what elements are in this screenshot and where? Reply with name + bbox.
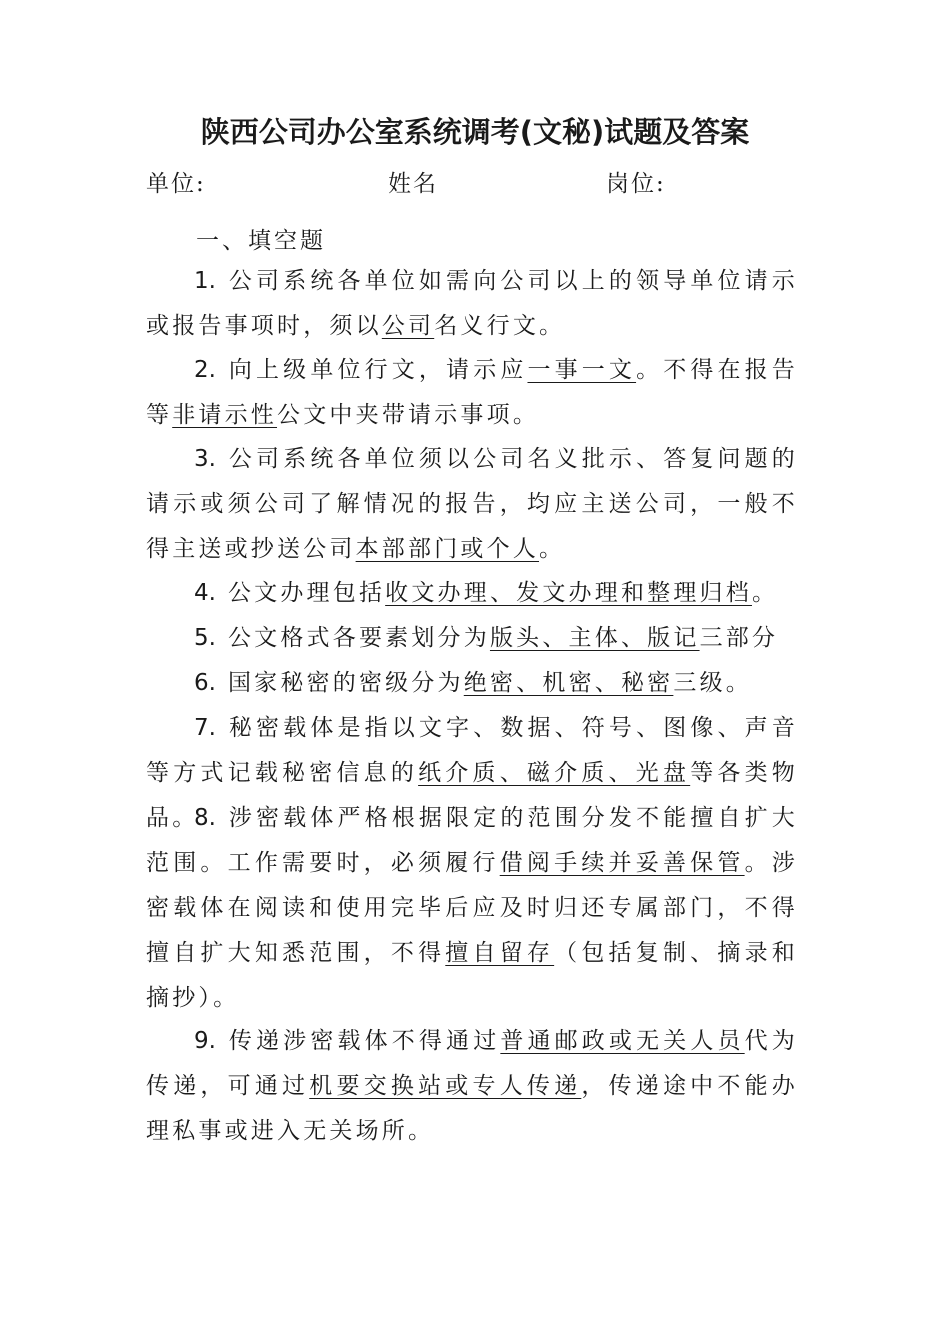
answer-blank: 擅自留存 xyxy=(445,940,555,966)
question-text: 名义行文。 xyxy=(434,313,566,339)
question-4 xyxy=(146,571,798,616)
answer-blank: 版头、主体、版记 xyxy=(489,625,700,651)
question-text: ，传递途中不能办理私事或进入无关场所。 xyxy=(146,1073,799,1144)
question-text: 三级。 xyxy=(673,670,752,696)
question-number: 8. xyxy=(194,805,216,831)
question-text: 国家秘密的密级分为 xyxy=(227,670,464,696)
document-title: 陕西公司办公室系统调考(文秘)试题及答案 xyxy=(200,115,750,149)
question-text: 。不得在报告等 xyxy=(146,357,798,428)
answer-blank: 普通邮政或无关人员 xyxy=(500,1028,745,1054)
unit-field-label: 单位: xyxy=(146,171,206,197)
question-text: 涉密载体严格根据限定的范围分发不能擅自扩大范围。工作需要时，必须履行 xyxy=(146,805,798,876)
question-text: 公文中夹带请示事项。 xyxy=(277,402,540,428)
question-number: 9. xyxy=(194,1028,216,1054)
question-text: 公文格式各要素划分为 xyxy=(227,625,490,651)
question-text: 公司系统各单位须以公司名义批示、答复问题的请示或须公司了解情况的报告，均应主送公司，一般不得主送或抄送公司 xyxy=(146,446,798,562)
question-9 xyxy=(146,1019,798,1154)
answer-blank: 机要交换站或专人传递 xyxy=(309,1073,582,1099)
header-fields xyxy=(146,165,806,201)
question-6 xyxy=(146,661,798,706)
answer-blank: 公司 xyxy=(381,313,435,339)
question-number: 1. xyxy=(194,268,216,294)
question-number: 3. xyxy=(194,446,216,472)
question-text: 。 xyxy=(539,536,566,562)
question-3 xyxy=(146,437,798,572)
position-field-label: 岗位: xyxy=(606,171,666,197)
question-text: 。涉密载体在阅读和使用完毕后应及时归还专属部门，不得擅自扩大知悉范围，不得 xyxy=(146,850,798,966)
question-text: 传递涉密载体不得通过 xyxy=(227,1028,501,1054)
answer-blank: 一事一文 xyxy=(527,357,637,383)
question-text: 等各类物品。 xyxy=(146,760,799,831)
name-field-label: 姓名 xyxy=(388,171,438,197)
question-number: 7. xyxy=(194,715,216,741)
answer-blank: 绝密、机密、秘密 xyxy=(463,670,674,696)
question-text: 公司系统各单位如需向公司以上的领导单位请示或报告事项时，须以 xyxy=(146,268,798,339)
question-text: 三部分 xyxy=(699,625,779,651)
question-5 xyxy=(146,616,798,661)
question-text: 向上级单位行文，请示应 xyxy=(227,357,528,383)
question-number: 4. xyxy=(194,580,216,606)
answer-blank: 纸介质、磁介质、光盘 xyxy=(418,760,691,786)
section-heading: 一、填空题 xyxy=(196,228,326,254)
question-text: 公文办理包括 xyxy=(227,580,386,606)
question-text: （包括复制、摘录和摘抄）。 xyxy=(146,940,799,1011)
question-number: 5. xyxy=(194,625,216,651)
question-2 xyxy=(146,348,798,438)
question-text: 。 xyxy=(751,580,779,606)
answer-blank: 本部部门或个人 xyxy=(355,536,540,562)
question-text: 代为传递，可通过 xyxy=(146,1028,799,1099)
answer-blank: 借阅手续并妥善保管 xyxy=(499,850,745,876)
question-1 xyxy=(146,259,798,349)
question-text: 秘密载体是指以文字、数据、符号、图像、声音等方式记载秘密信息的 xyxy=(146,715,798,786)
answer-blank: 非请示性 xyxy=(172,402,278,428)
question-number: 6. xyxy=(194,670,216,696)
answer-blank: 收文办理、发文办理和整理归档 xyxy=(385,580,752,606)
question-8 xyxy=(146,796,798,1021)
question-number: 2. xyxy=(194,357,216,383)
